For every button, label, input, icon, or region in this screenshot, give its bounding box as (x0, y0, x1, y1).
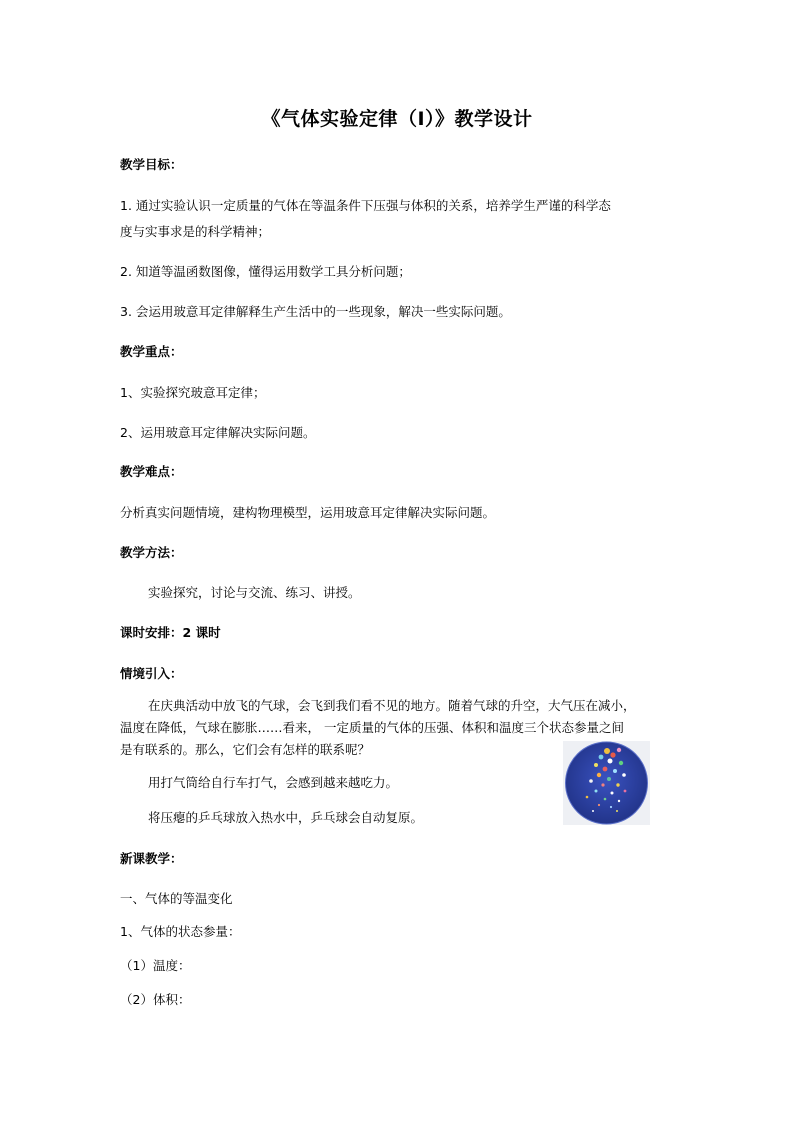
intro-line-1: 在庆典活动中放飞的气球，会飞到我们看不见的地方。随着气球的升空，大气压在减小， (148, 698, 636, 713)
intro-heading: 情境引入： (120, 666, 183, 681)
objective-1-line-2: 度与实事求是的科学精神； (120, 224, 271, 239)
objective-1-line-1: 1. 通过实验认识一定质量的气体在等温条件下压强与体积的关系，培养学生严谨的科学态 (120, 198, 611, 213)
schedule-label: 课时安排： (120, 625, 183, 640)
balloons-photo (563, 741, 650, 825)
item-temperature: （1）温度： (120, 958, 191, 973)
intro-line-3: 是有联系的。那么，它们会有怎样的联系呢？ (120, 742, 371, 757)
page-title: 《气体实验定律（Ⅰ）》教学设计 (261, 108, 533, 130)
section-1-title: 一、气体的等温变化 (120, 891, 233, 906)
new-lesson-heading: 新课教学： (120, 851, 183, 866)
item-volume: （2）体积： (120, 992, 191, 1007)
objective-3: 3. 会运用玻意耳定律解释生产生活中的一些现象，解决一些实际问题。 (120, 304, 511, 319)
difficulties-text: 分析真实问题情境，建构物理模型，运用玻意耳定律解决实际问题。 (120, 505, 496, 520)
intro-line-2: 温度在降低，气球在膨胀……看来， 一定质量的气体的压强、体积和温度三个状态参量之间 (120, 720, 624, 735)
intro-paragraph-3: 将压瘪的乒乓球放入热水中，乒乓球会自动复原。 (148, 810, 424, 825)
intro-paragraph-2: 用打气筒给自行车打气，会感到越来越吃力。 (148, 775, 399, 790)
methods-heading: 教学方法： (120, 545, 183, 560)
balloons-photo-image (563, 741, 650, 825)
subsection-1-title: 1、气体的状态参量： (120, 924, 241, 939)
schedule-line (120, 625, 221, 641)
objectives-heading: 教学目标： (120, 157, 183, 172)
key-points-heading: 教学重点： (120, 344, 183, 359)
key-point-2: 2、运用玻意耳定律解决实际问题。 (120, 425, 316, 440)
schedule-value: 2 课时 (182, 625, 221, 640)
methods-text: 实验探究，讨论与交流、练习、讲授。 (148, 585, 361, 600)
key-point-1: 1、实验探究玻意耳定律； (120, 385, 266, 400)
difficulties-heading: 教学难点： (120, 464, 183, 479)
objective-2: 2. 知道等温函数图像，懂得运用数学工具分析问题； (120, 264, 411, 279)
